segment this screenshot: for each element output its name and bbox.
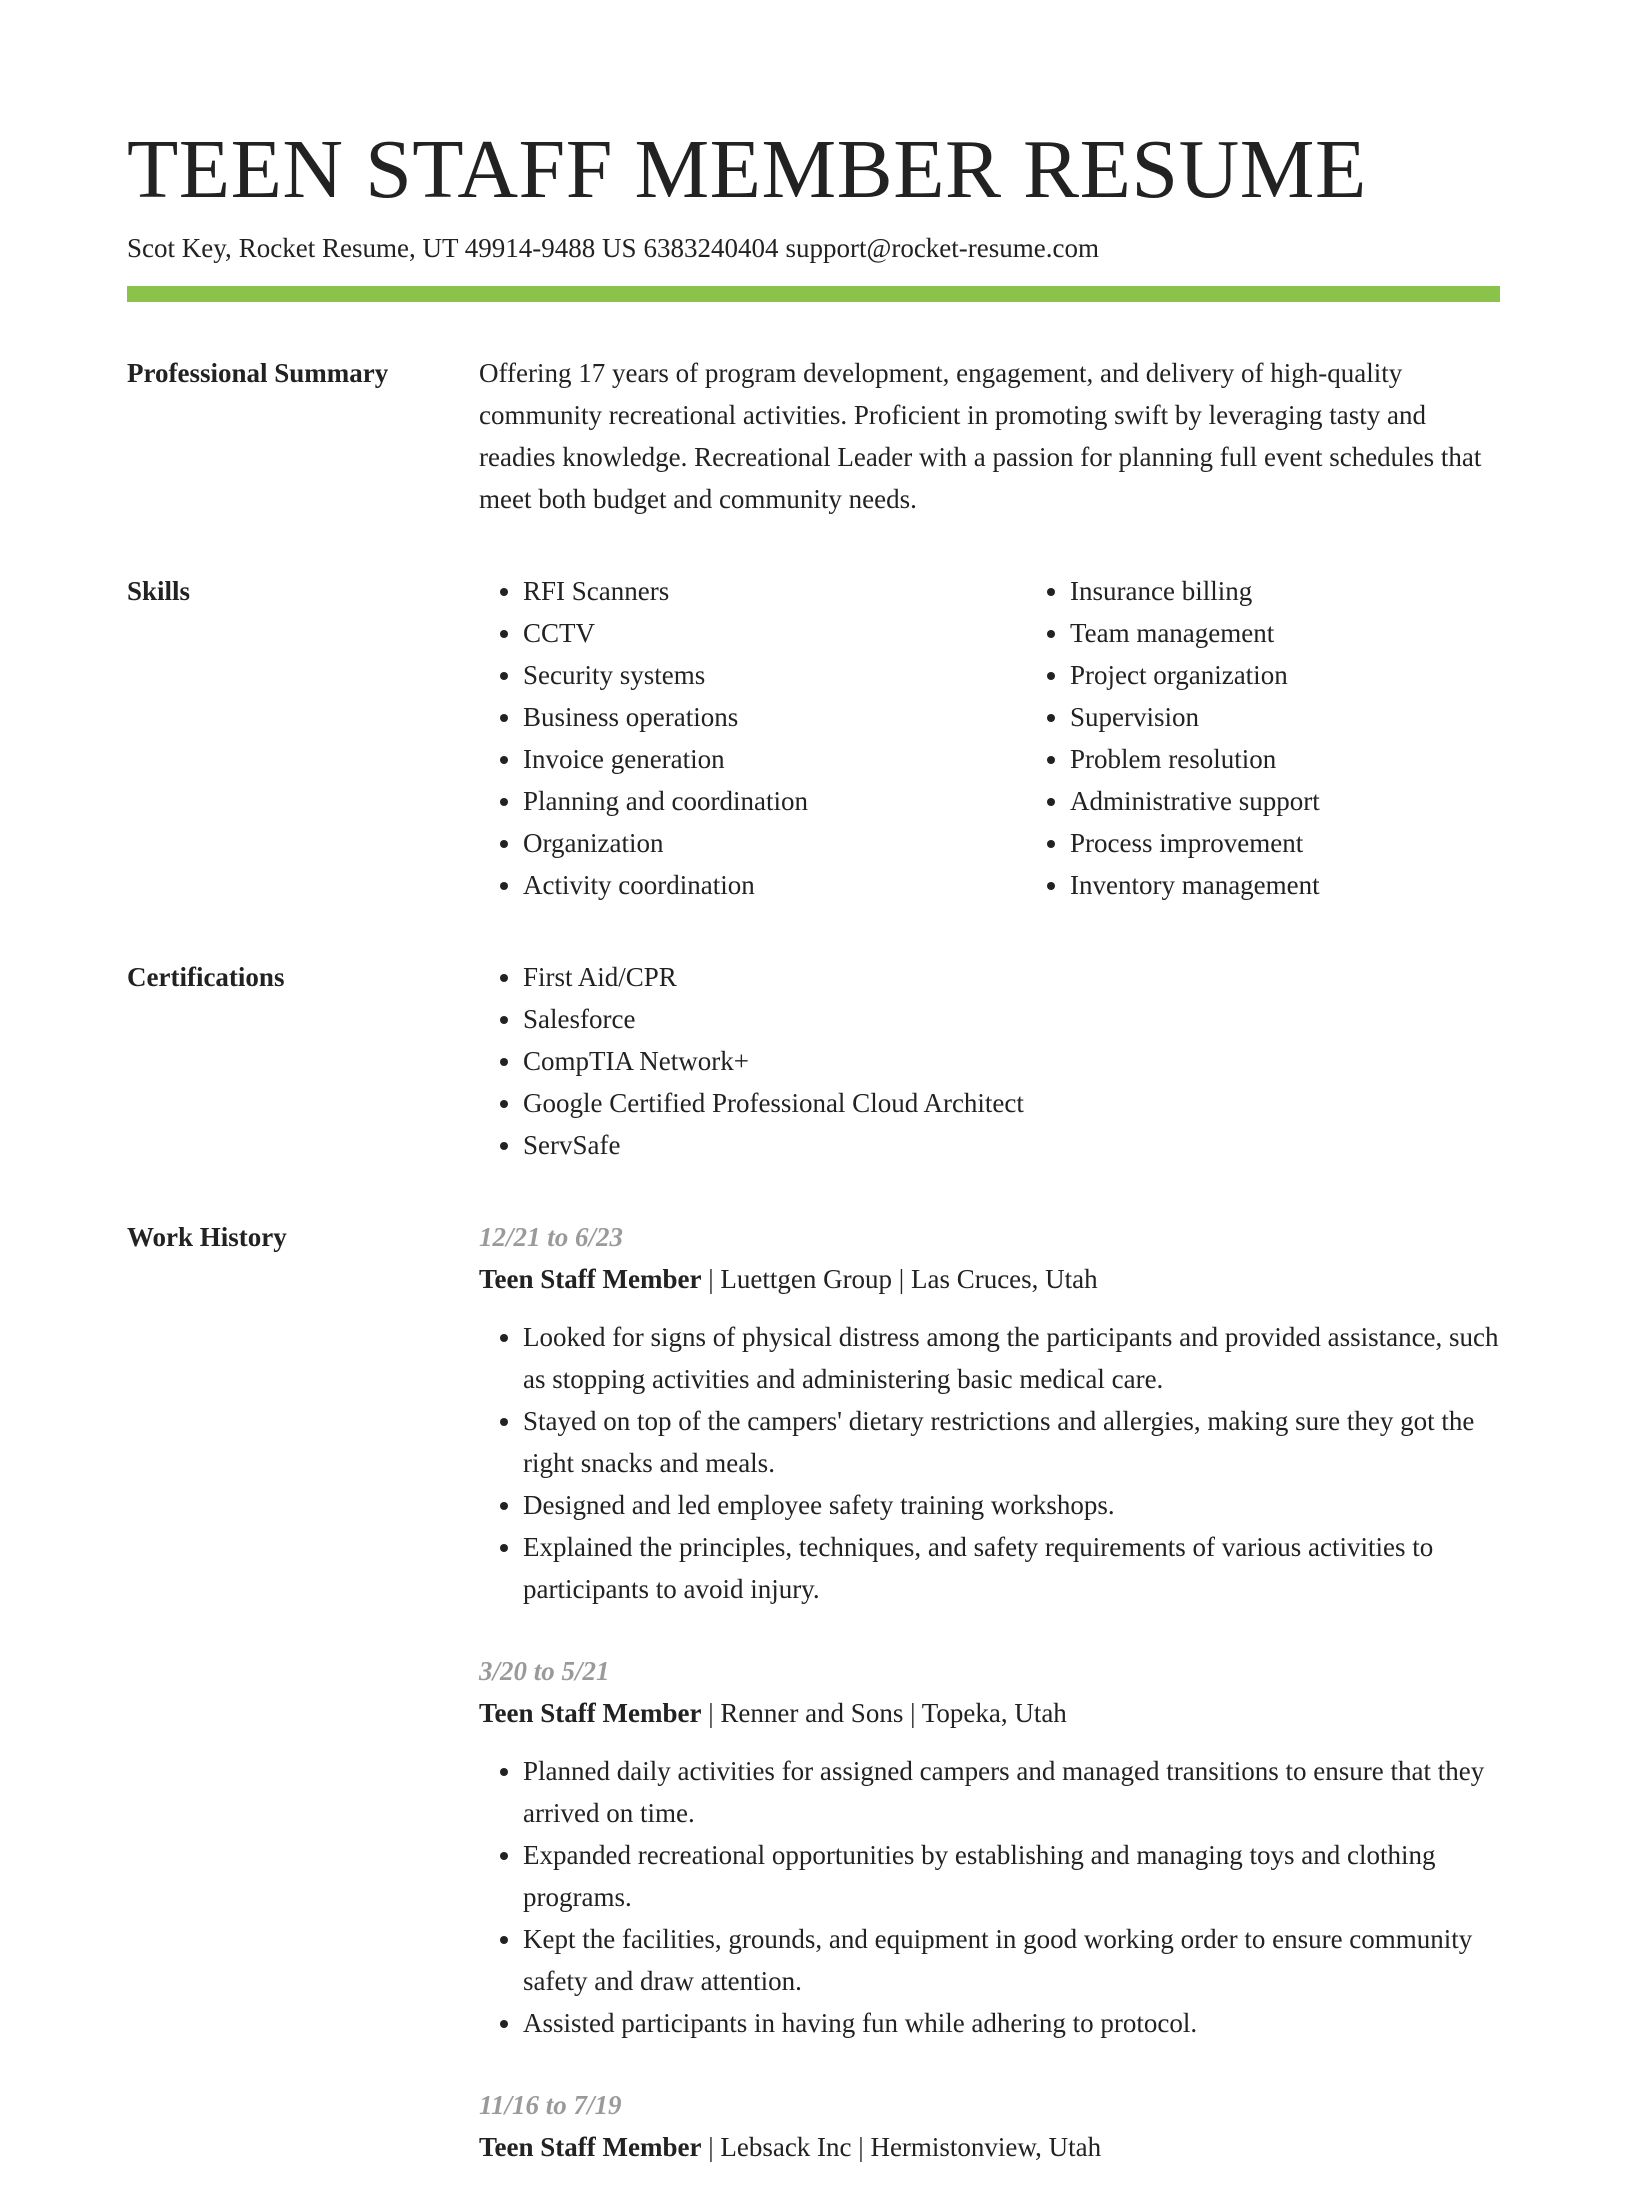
certifications-list bbox=[479, 956, 1500, 1166]
skills-list-right bbox=[1026, 570, 1500, 906]
certification-item: • CompTIA Network+ bbox=[523, 1040, 1500, 1082]
job-dates: 11/16 to 7/19 bbox=[479, 2090, 622, 2120]
header-divider bbox=[127, 286, 1500, 302]
certification-item: • ServSafe bbox=[523, 1124, 1500, 1166]
job-entry bbox=[479, 2084, 1500, 2168]
job-dates: 3/20 to 5/21 bbox=[479, 1656, 610, 1686]
work-history-list bbox=[479, 1216, 1500, 2208]
certification-item: • First Aid/CPR bbox=[523, 956, 1500, 998]
summary-section bbox=[127, 352, 1500, 520]
job-company-location: | Luettgen Group | Las Cruces, Utah bbox=[701, 1264, 1098, 1294]
resume-page bbox=[127, 118, 1500, 2208]
certification-item: • Google Certified Professional Cloud Architect bbox=[523, 1082, 1500, 1124]
job-duty-item: • Expanded recreational opportunities by establishing and managing toys and clothing programs. bbox=[523, 1834, 1500, 1918]
job-duty-item: • Kept the facilities, grounds, and equipment in good working order to ensure community safety and draw attention. bbox=[523, 1918, 1500, 2002]
skill-item: • Inventory management bbox=[1070, 864, 1500, 906]
job-heading bbox=[479, 1692, 1500, 1734]
skill-item: • Project organization bbox=[1070, 654, 1500, 696]
skills-section bbox=[127, 570, 1500, 906]
job-title: Teen Staff Member bbox=[479, 2132, 702, 2162]
certifications-section bbox=[127, 956, 1500, 1166]
skill-item: • Planning and coordination bbox=[523, 780, 1026, 822]
job-company-location: | Renner and Sons | Topeka, Utah bbox=[701, 1698, 1067, 1728]
skill-item: • Process improvement bbox=[1070, 822, 1500, 864]
job-heading bbox=[479, 1258, 1500, 1300]
contact-email: support@rocket-resume.com bbox=[785, 233, 1099, 263]
job-duty-item: • Explained the principles, techniques, and safety requirements of various activities to participants to avoid injury. bbox=[523, 1526, 1500, 1610]
certifications-heading: Certifications bbox=[127, 962, 285, 992]
skill-item: • Supervision bbox=[1070, 696, 1500, 738]
skill-item: • Activity coordination bbox=[523, 864, 1026, 906]
skill-item: • Insurance billing bbox=[1070, 570, 1500, 612]
job-company-location: | Lebsack Inc | Hermistonview, Utah bbox=[701, 2132, 1102, 2162]
job-heading bbox=[479, 2126, 1500, 2168]
summary-text: Offering 17 years of program development, engagement, and delivery of high-quality community recreational activities. Proficient in promoting swift by leveraging tasty and readies knowledge. Recreational Leader with a passion for planning full event schedules that meet both budget and community needs. bbox=[479, 358, 1482, 514]
job-entry bbox=[479, 1650, 1500, 2044]
job-title: Teen Staff Member bbox=[479, 1264, 702, 1294]
job-dates: 12/21 to 6/23 bbox=[479, 1222, 624, 1252]
job-duty-item: • Stayed on top of the campers' dietary restrictions and allergies, making sure they got the right snacks and meals. bbox=[523, 1400, 1500, 1484]
job-duty-item: • Assisted participants in having fun while adhering to protocol. bbox=[523, 2002, 1500, 2044]
skill-item: • Security systems bbox=[523, 654, 1026, 696]
job-duty-item: • Planned daily activities for assigned campers and managed transitions to ensure that they arrived on time. bbox=[523, 1750, 1500, 1834]
certification-item: • Salesforce bbox=[523, 998, 1500, 1040]
skill-item: • Administrative support bbox=[1070, 780, 1500, 822]
job-duty-item: • Looked for signs of physical distress among the participants and provided assistance, such as stopping activities and administering basic medical care. bbox=[523, 1316, 1500, 1400]
resume-title: TEEN STAFF MEMBER RESUME bbox=[127, 123, 1367, 216]
job-entry bbox=[479, 1216, 1500, 1610]
skills-list-left bbox=[479, 570, 1026, 906]
skill-item: • Problem resolution bbox=[1070, 738, 1500, 780]
skill-item: • Team management bbox=[1070, 612, 1500, 654]
work-history-section bbox=[127, 1216, 1500, 2208]
contact-address: Rocket Resume, UT 49914-9488 US bbox=[238, 233, 637, 263]
skill-item: • Organization bbox=[523, 822, 1026, 864]
contact-phone: 6383240404 bbox=[643, 233, 779, 263]
summary-heading: Professional Summary bbox=[127, 358, 389, 388]
skills-heading: Skills bbox=[127, 576, 191, 606]
skill-item: • Business operations bbox=[523, 696, 1026, 738]
skill-item: • CCTV bbox=[523, 612, 1026, 654]
contact-line bbox=[127, 230, 1500, 266]
contact-name: Scot Key, bbox=[127, 233, 232, 263]
job-title: Teen Staff Member bbox=[479, 1698, 702, 1728]
skill-item: • RFI Scanners bbox=[523, 570, 1026, 612]
job-duties-list bbox=[479, 1316, 1500, 1610]
job-duties-list bbox=[479, 1750, 1500, 2044]
skill-item: • Invoice generation bbox=[523, 738, 1026, 780]
job-duty-item: • Designed and led employee safety training workshops. bbox=[523, 1484, 1500, 1526]
work-history-heading: Work History bbox=[127, 1222, 287, 1252]
